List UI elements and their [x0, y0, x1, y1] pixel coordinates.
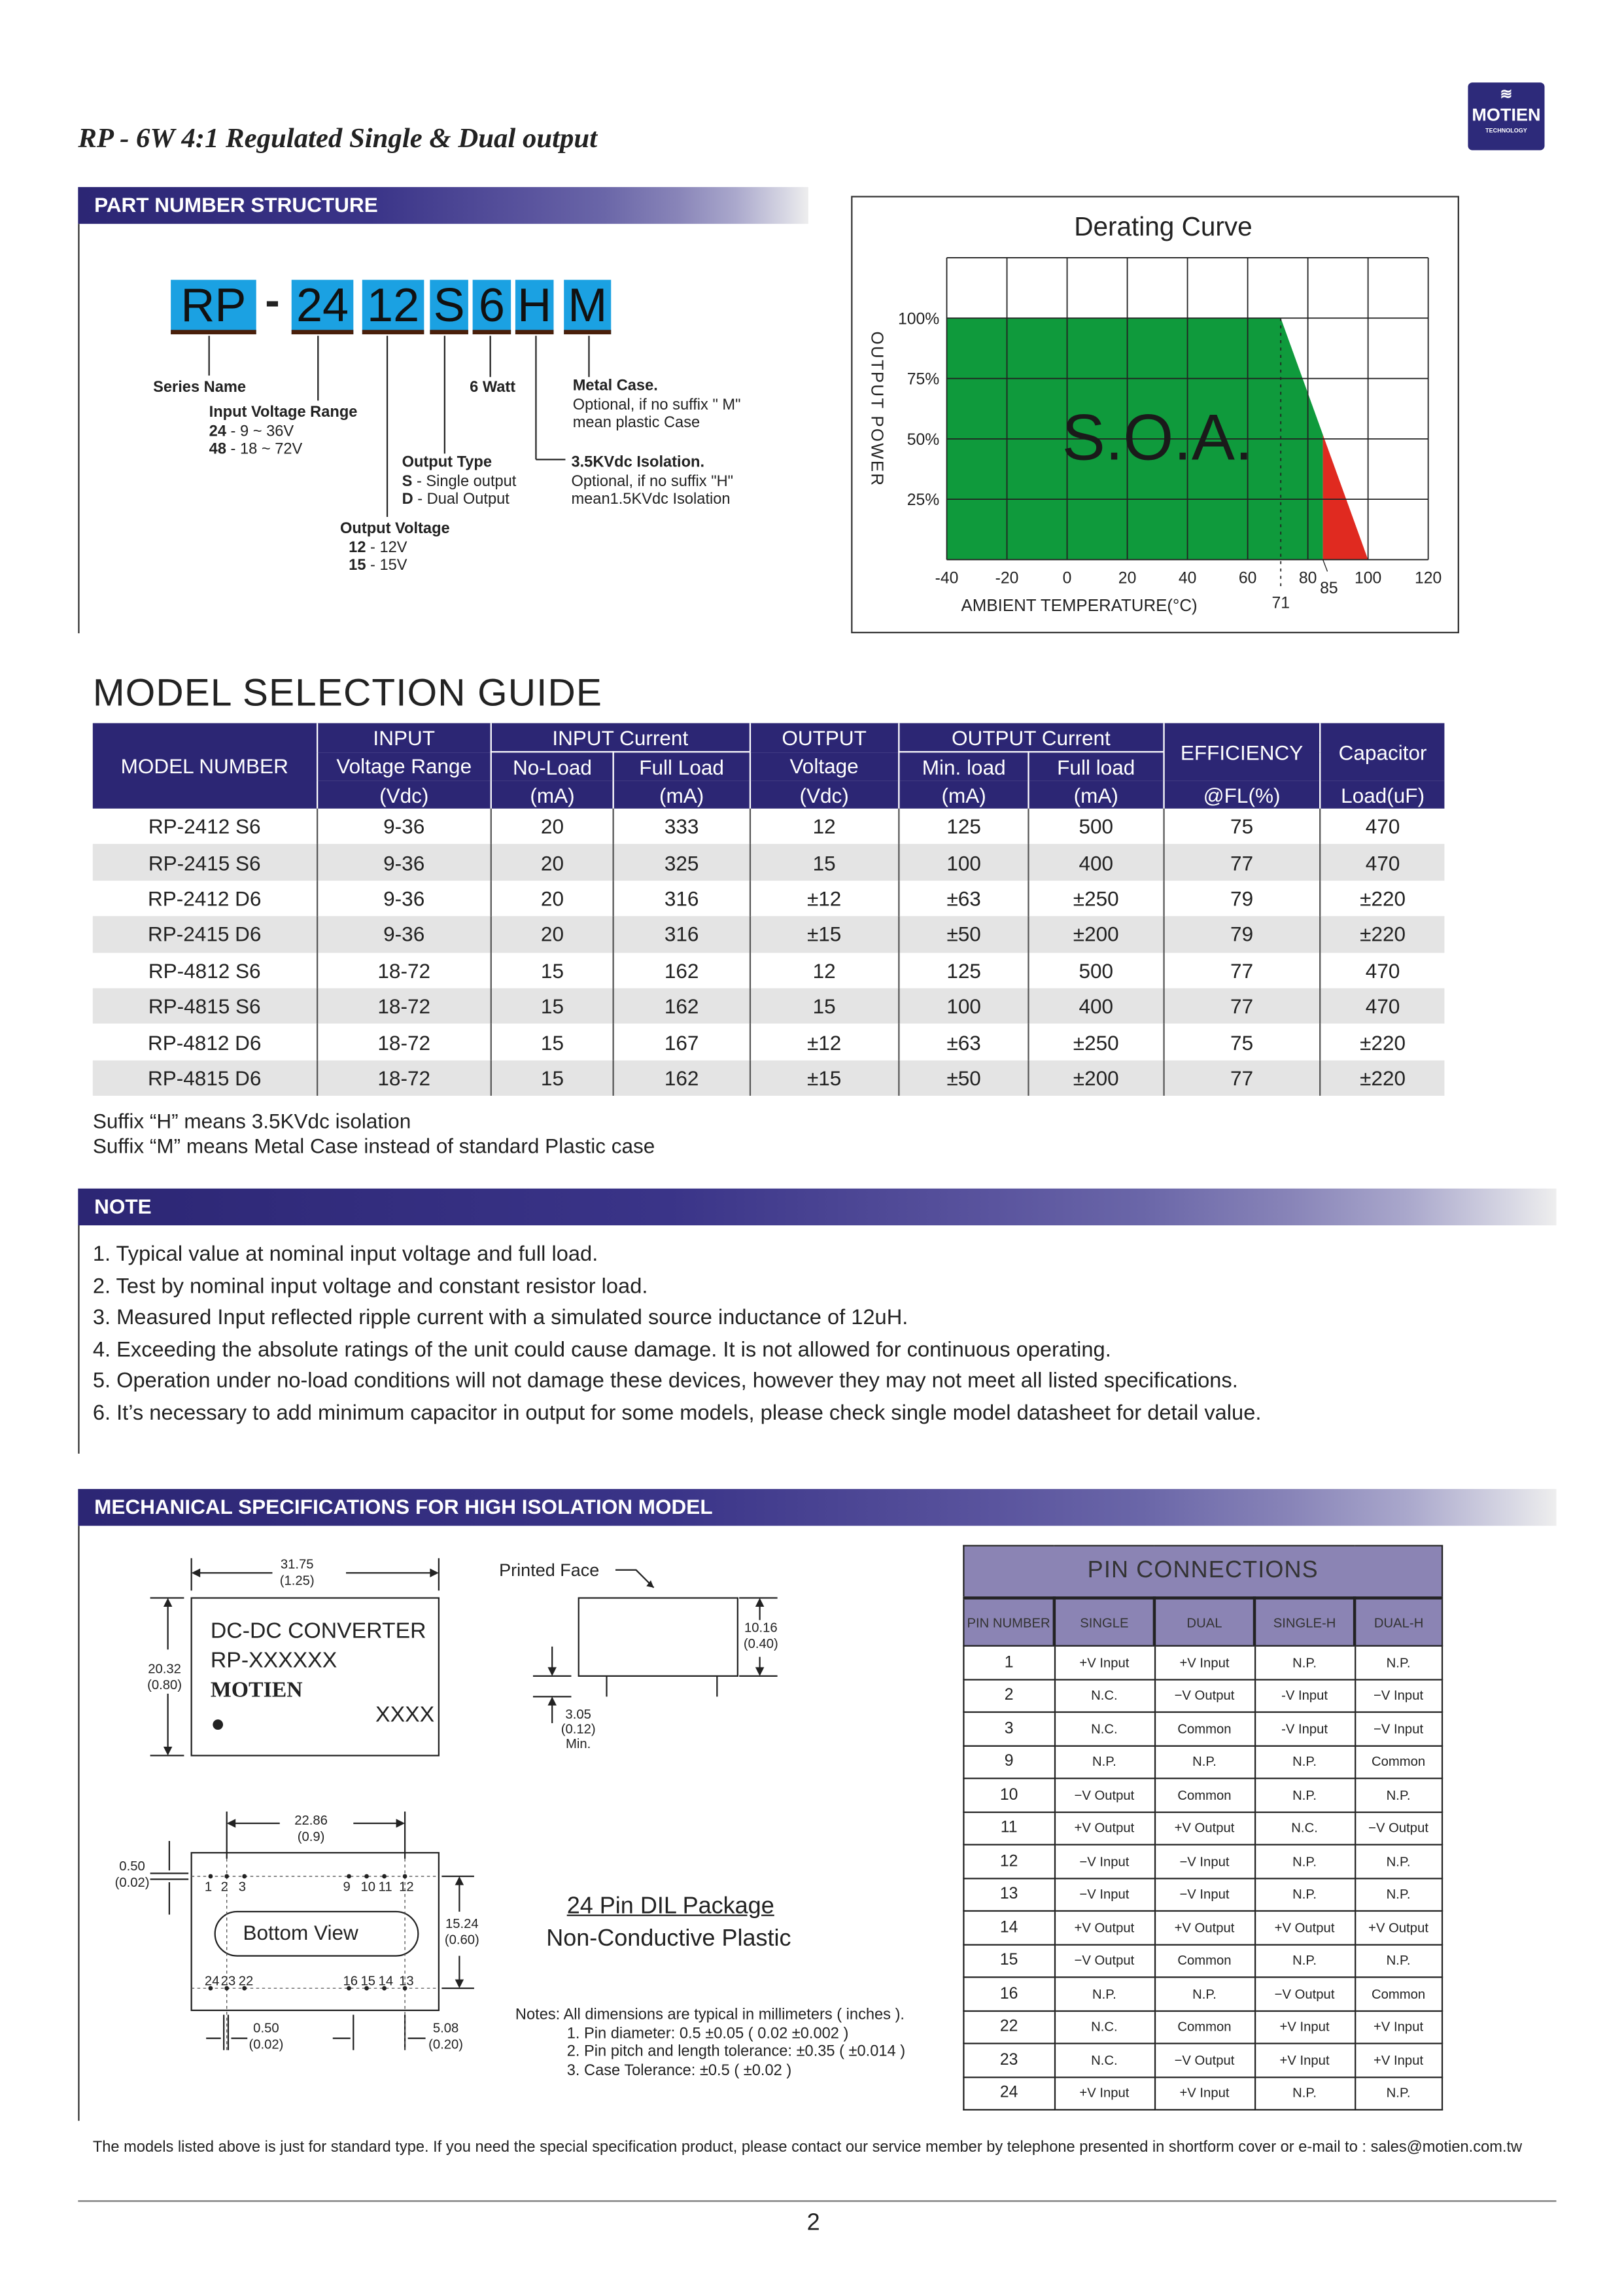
pin-cell: N.C. [1054, 1712, 1154, 1745]
col-pin-number: PIN NUMBER [963, 1598, 1054, 1646]
soa-label: S.O.A. [1062, 400, 1253, 474]
table-cell: RP-2415 S6 [93, 845, 317, 881]
pn-isolation: H [515, 280, 554, 334]
col-efficiency: EFFICIENCY [1163, 723, 1320, 780]
table-cell: RP-4812 D6 [147, 1030, 262, 1054]
pin-cell: Common [1355, 1745, 1442, 1779]
table-cell: 79 [1163, 917, 1320, 953]
pn-output-type: S [430, 280, 468, 334]
pin-cell: 1 [963, 1646, 1054, 1679]
x-tick-label: 60 [1238, 569, 1257, 587]
table-cell: 470 [1321, 809, 1445, 845]
x-tick-label: 40 [1178, 569, 1197, 587]
pin-cell: N.P. [1254, 1646, 1355, 1679]
input-range-label: Input Voltage Range 24 - 9 ~ 36V 48 - 18 ~ 72V [209, 403, 358, 459]
pin-connections-title: PIN CONNECTIONS [963, 1546, 1442, 1598]
note-section-bar: NOTE [78, 1189, 1556, 1225]
pin-cell: N.P. [1254, 1845, 1355, 1878]
suffix-h-note: Suffix “H” means 3.5KVdc isolation [92, 1109, 411, 1133]
pin-row [963, 1778, 1442, 1812]
pin-cell: −V Input [1054, 1878, 1154, 1911]
table-cell: ±12 [750, 1024, 899, 1060]
pin-number-label: 15 [360, 1973, 376, 1989]
pn-input: 24 [292, 280, 354, 334]
dim-pin-length: 3.05 (0.12) Min. [561, 1707, 596, 1751]
table-cell: 100 [899, 988, 1029, 1024]
pin-cell: N.P. [1355, 1845, 1442, 1878]
pin-cell: N.P. [1355, 2076, 1442, 2110]
table-cell: ±63 [899, 881, 1029, 917]
table-cell: 9-36 [317, 809, 491, 845]
pin-row [963, 1679, 1442, 1712]
pin-cell: −V Output [1355, 1812, 1442, 1845]
pin-cell: N.P. [1355, 1944, 1442, 1978]
derated-area [1323, 434, 1368, 559]
table-cell: RP-2412 S6 [148, 815, 261, 839]
soa-limit-marker [1323, 559, 1328, 571]
table-cell: 162 [613, 1060, 750, 1096]
table-cell: 333 [613, 809, 750, 845]
table-cell: 500 [1029, 809, 1163, 845]
table-cell: 18-72 [317, 1060, 491, 1096]
pin-cell: +V Output [1154, 1812, 1254, 1845]
table-cell: 20 [491, 917, 614, 953]
pin-cell: 3 [963, 1712, 1054, 1745]
chart-title: Derating Curve [1074, 211, 1253, 242]
pin-row [963, 1845, 1442, 1878]
table-cell: 15 [491, 1060, 614, 1096]
pin-number-label: 2 [220, 1879, 228, 1895]
pin-cell: Common [1355, 1977, 1442, 2010]
table-cell: 9-36 [317, 881, 491, 917]
dim-pitch: 5.08 (0.20) [428, 2020, 464, 2052]
pin-cell: -V Input [1254, 1679, 1355, 1712]
table-cell: 125 [899, 809, 1029, 845]
page-number: 2 [806, 2211, 820, 2236]
table-cell: RP-4812 S6 [148, 958, 261, 982]
table-cell: 18-72 [317, 988, 491, 1024]
table-cell: 470 [1321, 953, 1445, 989]
table-cell: 9-36 [317, 845, 491, 881]
table-cell: 12 [750, 953, 899, 989]
table-cell: 75 [1163, 809, 1320, 845]
table-cell: 20 [491, 809, 614, 845]
table-cell: 18-72 [317, 1024, 491, 1060]
package-material: Non-Conductive Plastic [546, 1926, 791, 1952]
table-cell: 79 [1163, 881, 1320, 917]
pin-cell: −V Output [1054, 1778, 1154, 1812]
wave-icon: ≋ [1500, 86, 1513, 103]
table-cell: ±200 [1029, 1060, 1163, 1096]
pin-cell: N.P. [1254, 2076, 1355, 2110]
pin-cell: N.P. [1054, 1977, 1154, 2010]
pin-cell: 23 [963, 2044, 1054, 2077]
output-voltage-label: Output Voltage 12 - 12V 15 - 15V [340, 519, 450, 574]
printed-face-label: Printed Face [499, 1560, 600, 1581]
x-tick-label: -40 [935, 569, 959, 587]
table-cell: 500 [1029, 953, 1163, 989]
pin-cell: N.C. [1054, 2010, 1154, 2044]
pin-cell: 11 [963, 1812, 1054, 1845]
table-cell: 400 [1029, 988, 1163, 1024]
table-cell: ±250 [1029, 881, 1163, 917]
table-cell: ±50 [899, 1060, 1029, 1096]
document-title: RP - 6W 4:1 Regulated Single & Dual output [78, 124, 598, 155]
y-tick-label: 50% [907, 430, 940, 449]
col-input: INPUT [317, 723, 491, 752]
annotation-71: 71 [1271, 594, 1290, 612]
table-cell: 15 [750, 988, 899, 1024]
note-item: 4. Exceeding the absolute ratings of the unit could cause damage. It is not allowed for continuous operating. [92, 1338, 1111, 1362]
table-cell: 15 [750, 845, 899, 881]
table-cell: RP-4815 D6 [93, 1060, 317, 1096]
x-tick-label: 120 [1415, 569, 1442, 587]
table-cell: 15 [491, 988, 614, 1024]
bottom-view-label: Bottom View [243, 1920, 358, 1944]
table-cell: 77 [1163, 953, 1320, 989]
pin-cell: 12 [963, 1845, 1054, 1878]
pin-cell: +V Input [1154, 1646, 1254, 1679]
table-cell: 167 [613, 1024, 750, 1060]
col-voltage-range: Voltage Range [317, 752, 491, 780]
table-cell: ±220 [1321, 917, 1445, 953]
pn-case: M [564, 280, 611, 334]
unit-ma: (mA) [899, 780, 1029, 809]
pin-cell: −V Output [1054, 1944, 1154, 1978]
pin-cell: −V Output [1254, 1977, 1355, 2010]
col-output-full-load: Full load [1029, 752, 1163, 780]
pin-cell: +V Output [1154, 1911, 1254, 1944]
table-cell: 162 [613, 953, 750, 989]
y-tick-label: 25% [907, 491, 940, 510]
pin-number-label: 12 [399, 1879, 414, 1895]
x-tick-label: 80 [1298, 569, 1317, 587]
pin-row [963, 1911, 1442, 1944]
pin-cell: -V Input [1254, 1712, 1355, 1745]
note-item: 6. It’s necessary to add minimum capacitor in output for some models, please check single model datasheet for detail value. [92, 1402, 1262, 1426]
pin-cell: 16 [963, 1977, 1054, 2010]
pin-number-label: 16 [343, 1973, 358, 1989]
pin-cell: +V Output [1254, 1911, 1355, 1944]
pin-row [963, 1812, 1442, 1845]
table-cell: 77 [1163, 845, 1320, 881]
unit-percent: @FL(%) [1163, 780, 1320, 809]
dim-pin-span: 22.86 (0.9) [294, 1813, 328, 1844]
table-cell: ±220 [1321, 1060, 1445, 1096]
pin-number-label: 24 [204, 1973, 220, 1989]
footer-note: The models listed above is just for standard type. If you need the special specification product, please contact our service member by telephone presented in shortform cover or e-mail to : sales@motien.com.tw [92, 2138, 1523, 2156]
pin-cell: +V Input [1054, 1646, 1154, 1679]
pin-cell: −V Output [1154, 2044, 1254, 2077]
annotation-85: 85 [1320, 580, 1338, 598]
table-cell: 470 [1321, 845, 1445, 881]
table-cell: ±63 [899, 1024, 1029, 1060]
table-cell: ±250 [1029, 1024, 1163, 1060]
note-item: 5. Operation under no-load conditions will not damage these devices, however they may not meet all listed specifications. [92, 1370, 1238, 1394]
isolation-label: 3.5KVdc Isolation. Optional, if no suffix "H" mean1.5KVdc Isolation [571, 453, 734, 508]
y-axis-label: OUTPUT POWER [867, 331, 886, 487]
pin-cell: 9 [963, 1745, 1054, 1779]
pin-row [963, 1745, 1442, 1779]
pin-number-label: 13 [399, 1973, 414, 1989]
metal-case-label: Metal Case. Optional, if no suffix " M" mean plastic Case [572, 377, 741, 432]
pin-cell: 22 [963, 2010, 1054, 2044]
table-cell: 9-36 [317, 917, 491, 953]
part-number-section-bar: PART NUMBER STRUCTURE [78, 187, 808, 224]
table-cell: 400 [1029, 845, 1163, 881]
mechanical-section-bar: MECHANICAL SPECIFICATIONS FOR HIGH ISOLATION MODEL [78, 1489, 1556, 1526]
pin-cell: 2 [963, 1679, 1054, 1712]
table-cell: 75 [1163, 1024, 1320, 1060]
dim-top-width: 31.75 (1.25) [279, 1556, 315, 1588]
case-code: XXXX [375, 1702, 435, 1728]
col-single-h: SINGLE-H [1254, 1598, 1355, 1646]
model-selection-title: MODEL SELECTION GUIDE [92, 670, 603, 714]
pin-cell: −V Input [1154, 1878, 1254, 1911]
pin-number-label: 23 [220, 1973, 236, 1989]
dim-top-height: 20.32 (0.80) [147, 1661, 182, 1692]
table-cell: 316 [613, 881, 750, 917]
pin-row [963, 1878, 1442, 1911]
package-title: 24 Pin DIL Package [566, 1894, 774, 1919]
pin-cell: +V Input [1254, 2010, 1355, 2044]
unit-uf: Load(uF) [1321, 780, 1445, 809]
unit-ma: (mA) [613, 780, 750, 809]
note-item: 3. Measured Input reflected ripple current with a simulated source inductance of 12uH. [92, 1306, 908, 1331]
pin-number-label: 14 [378, 1973, 394, 1989]
table-cell: 125 [899, 953, 1029, 989]
col-output-current: OUTPUT Current [899, 723, 1163, 752]
pin-number-label: 1 [204, 1879, 213, 1895]
pin-number-label: 3 [238, 1879, 246, 1895]
table-cell: ±220 [1321, 1024, 1445, 1060]
x-tick-label: 20 [1118, 569, 1137, 587]
y-tick-label: 75% [907, 370, 940, 389]
table-cell: 15 [491, 953, 614, 989]
dim-pin-diameter: 0.50 (0.02) [249, 2020, 284, 2052]
table-cell: ±220 [1321, 881, 1445, 917]
pn-watt: 6 [473, 280, 511, 334]
pin-cell: N.C. [1054, 1679, 1154, 1712]
pin-cell: +V Output [1054, 1812, 1154, 1845]
col-output-voltage: Voltage [750, 752, 899, 780]
x-axis-label: AMBIENT TEMPERATURE(°C) [961, 597, 1198, 616]
case-label: DC-DC CONVERTER RP-XXXXXX MOTIEN [210, 1619, 426, 1703]
pin-cell: Common [1154, 1712, 1254, 1745]
pin-row [963, 2010, 1442, 2044]
dim-row-span: 15.24 (0.60) [444, 1916, 479, 1948]
pin-cell: N.P. [1254, 1878, 1355, 1911]
table-cell: 325 [613, 845, 750, 881]
pn-output-voltage: 12 [362, 280, 424, 334]
col-model: MODEL NUMBER [93, 723, 317, 809]
pin-cell: N.P. [1054, 1745, 1154, 1779]
col-output: OUTPUT [750, 723, 899, 752]
col-dual-h: DUAL-H [1355, 1598, 1442, 1646]
pin-cell: +V Input [1355, 2044, 1442, 2077]
table-cell: 162 [613, 988, 750, 1024]
pin-cell: N.P. [1355, 1778, 1442, 1812]
table-cell: 18-72 [317, 953, 491, 989]
pn-dash: - [265, 277, 280, 326]
col-dual: DUAL [1154, 1598, 1254, 1646]
pin-cell: 15 [963, 1944, 1054, 1978]
table-cell: ±50 [899, 917, 1029, 953]
pin-cell: N.P. [1154, 1745, 1254, 1779]
pin-cell: N.P. [1355, 1878, 1442, 1911]
pin-cell: +V Input [1254, 2044, 1355, 2077]
pin-cell: 13 [963, 1878, 1054, 1911]
pin-cell: +V Output [1355, 1911, 1442, 1944]
pin-number-label: 22 [238, 1973, 254, 1989]
pin-cell: +V Input [1054, 2076, 1154, 2110]
watt-label: 6 Watt [470, 378, 516, 396]
mechanical-notes: Notes: All dimensions are typical in millimeters ( inches ). 1. Pin diameter: 0.5 ±0.05 ( 0.02 ±0.002 ) 2. Pin pitch and length tolerance: ±0.35 ( ±0.014 ) 3. Case Tolerance: ±0.5 ( ±0.02 ) [515, 2006, 906, 2079]
pin-cell: N.C. [1254, 1812, 1355, 1845]
pin-row [963, 1944, 1442, 1978]
output-type-label: Output Type S - Single output D - Dual Output [402, 453, 517, 508]
table-cell: 316 [613, 917, 750, 953]
pin-cell: N.P. [1154, 1977, 1254, 2010]
pin-connections-table [963, 1545, 1443, 2111]
col-single: SINGLE [1054, 1598, 1154, 1646]
pin-number-label: 10 [360, 1879, 376, 1895]
col-capacitor: Capacitor [1321, 723, 1445, 780]
pin-cell: N.P. [1254, 1944, 1355, 1978]
table-cell: 20 [491, 845, 614, 881]
x-tick-label: 0 [1062, 569, 1072, 587]
pin-cell: −V Input [1054, 1845, 1154, 1878]
table-cell: ±200 [1029, 917, 1163, 953]
pin-cell: −V Input [1154, 1845, 1254, 1878]
pin-cell: N.P. [1254, 1745, 1355, 1779]
col-min-load: Min. load [899, 752, 1029, 780]
table-cell: 77 [1163, 988, 1320, 1024]
unit-vdc: (Vdc) [750, 780, 899, 809]
pin-cell: Common [1154, 1944, 1254, 1978]
suffix-m-note: Suffix “M” means Metal Case instead of standard Plastic case [92, 1134, 655, 1158]
unit-ma: (mA) [1029, 780, 1163, 809]
pin-cell: +V Input [1154, 2076, 1254, 2110]
pn-series: RP [171, 280, 256, 334]
pin-cell: N.C. [1054, 2044, 1154, 2077]
footer-divider [78, 2200, 1556, 2201]
pin-cell: −V Input [1355, 1712, 1442, 1745]
pin-row [963, 1977, 1442, 2010]
table-cell: 15 [491, 1024, 614, 1060]
table-cell: 20 [491, 881, 614, 917]
table-cell: ±15 [750, 1060, 899, 1096]
col-no-load: No-Load [491, 752, 614, 780]
table-cell: 12 [750, 809, 899, 845]
table-cell: ±15 [750, 917, 899, 953]
pin-cell: N.P. [1355, 1646, 1442, 1679]
table-cell: RP-4815 S6 [93, 988, 317, 1024]
pin-row [963, 2044, 1442, 2077]
pin-cell: Common [1154, 2010, 1254, 2044]
table-cell: RP-2412 D6 [147, 886, 262, 911]
y-tick-label: 100% [897, 310, 940, 328]
dim-edge: 0.50 (0.02) [114, 1859, 150, 1890]
pin-cell: 10 [963, 1778, 1054, 1812]
table-cell: ±12 [750, 881, 899, 917]
unit-vdc: (Vdc) [317, 780, 491, 809]
table-cell: 470 [1321, 988, 1445, 1024]
pin-number-label: 9 [343, 1879, 351, 1895]
pin-cell: 14 [963, 1911, 1054, 1944]
pin-cell: −V Output [1154, 1679, 1254, 1712]
pin-cell: N.P. [1254, 1778, 1355, 1812]
pin-number-label: 11 [378, 1879, 392, 1895]
x-tick-label: 100 [1354, 569, 1382, 587]
pin-row [963, 2076, 1442, 2110]
table-cell: 77 [1163, 1060, 1320, 1096]
unit-ma: (mA) [491, 780, 614, 809]
series-name-label: Series Name [153, 378, 247, 396]
pin-cell: Common [1154, 1778, 1254, 1812]
table-cell: 100 [899, 845, 1029, 881]
pin-cell: −V Input [1355, 1679, 1442, 1712]
pin-row [963, 1712, 1442, 1745]
col-input-current: INPUT Current [491, 723, 750, 752]
pin-cell: +V Input [1355, 2010, 1442, 2044]
x-tick-label: -20 [995, 569, 1019, 587]
col-full-load: Full Load [613, 752, 750, 780]
note-item: 2. Test by nominal input voltage and constant resistor load. [92, 1274, 648, 1299]
note-item: 1. Typical value at nominal input voltage and full load. [92, 1243, 598, 1267]
pin-row [963, 1646, 1442, 1679]
table-cell: RP-2415 D6 [93, 917, 317, 953]
motien-logo: ≋ MOTIEN TECHNOLOGY [1468, 82, 1544, 150]
pin-cell: 24 [963, 2076, 1054, 2110]
pin-cell: +V Output [1054, 1911, 1154, 1944]
dim-side-height: 10.16 (0.40) [743, 1620, 778, 1651]
